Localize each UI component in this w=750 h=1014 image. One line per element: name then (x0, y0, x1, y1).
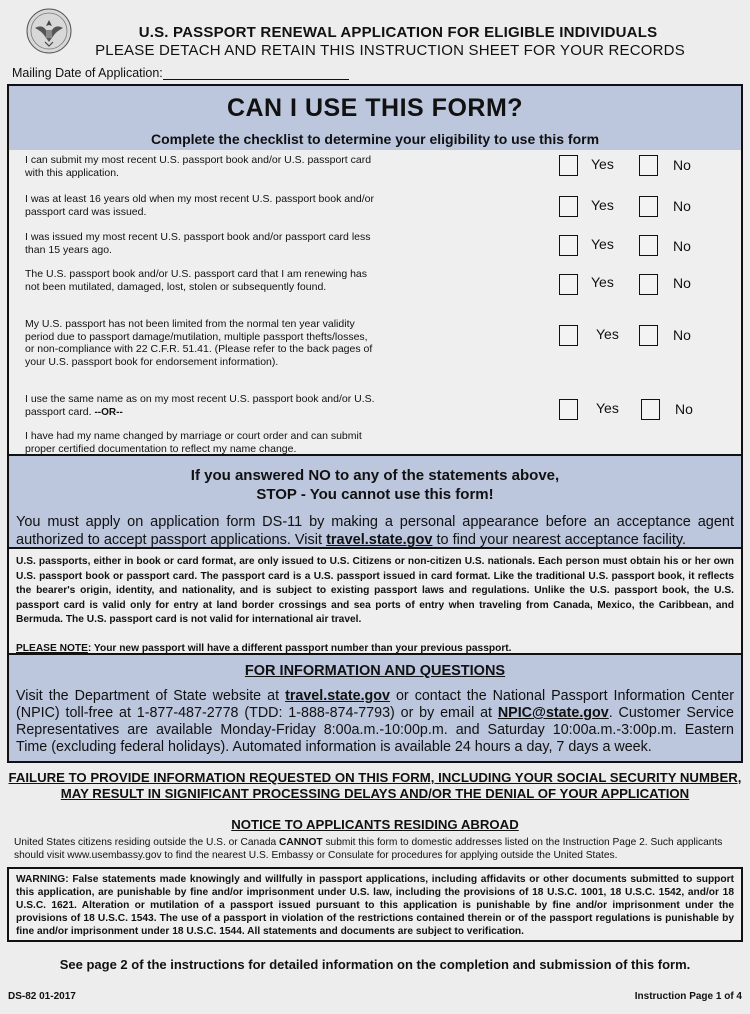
page-number: Instruction Page 1 of 4 (634, 991, 742, 1002)
no-checkbox-4[interactable] (639, 274, 658, 295)
no-checkbox-3[interactable] (639, 235, 658, 256)
stop-text-before: You must apply on application form DS-11 by making a personal appearance before an acceptance agent authorized to accept passport applications. Visit (16, 514, 734, 548)
checklist-body (9, 150, 741, 454)
stop-heading-line2: STOP - You cannot use this form! (256, 486, 494, 503)
please-note (16, 642, 734, 657)
no-label-6: No (675, 401, 693, 417)
mailing-date-field[interactable] (163, 67, 349, 80)
mailing-date-label: Mailing Date of Application: (12, 66, 163, 80)
no-label-5: No (673, 327, 691, 343)
failure-line1: FAILURE TO PROVIDE INFORMATION REQUESTED ON THIS FORM, INCLUDING YOUR SOCIAL SECURITY NUMBER, (8, 770, 742, 785)
contact-text-1: Visit the Department of State website at (16, 688, 286, 704)
no-label-4: No (673, 275, 691, 291)
stop-instructions (9, 504, 741, 549)
no-checkbox-6[interactable] (641, 399, 660, 420)
passport-info-section (7, 549, 743, 655)
yes-checkbox-4[interactable] (559, 274, 578, 295)
form-number: DS-82 01-2017 (8, 991, 76, 1002)
failure-warning (7, 770, 743, 802)
document-header (0, 0, 750, 84)
information-questions-section (7, 655, 743, 763)
checklist-question-4: The U.S. passport book and/or U.S. passport card that I am renewing has not been mutilated, damaged, lost, stolen or subsequently found. (25, 268, 368, 293)
abroad-cannot: CANNOT (279, 837, 323, 848)
contact-text-2: or contact the National Passport Information Center (NPIC) toll-free at 1-877-487-2778 (TDD: 1-888-874-7793) or by email at (16, 688, 734, 721)
checklist-question-1: I can submit my most recent U.S. passport book and/or U.S. passport card with this application. (25, 154, 372, 179)
us-great-seal-icon (26, 8, 72, 54)
see-page-note: See page 2 of the instructions for detailed information on the completion and submission of this form. (59, 957, 691, 972)
stop-heading-line1: If you answered NO to any of the statements above, (190, 467, 560, 484)
passport-info-paragraph: U.S. passports, either in book or card format, are only issued to U.S. Citizens or non-citizen U.S. nationals. Each person must obtain his or her own U.S. passport book or passport card. The passport card is a U.S. passport issued in card format. Like the traditional U.S. passport book, it reflects the bearer's origin, identity, and nationality, and is subject to existing passport laws and regulations. Unlike the U.S. passport book, the U.S. passport card is valid only for entry at land border crossings and sea ports of entry when traveling from Canada, Mexico, the Caribbean, and Bermuda. The U.S. passport card is not valid for international air travel. (16, 556, 734, 625)
eligibility-checklist (7, 84, 743, 456)
stop-heading (9, 456, 741, 504)
warning-section: WARNING: False statements made knowingly and willfully in passport applications, including affidavits or other documents submitted to support this application, are punishable by fine and/or imprisonment under U.S. law, including the provisions of 18 U.S.C. 1001, 18 U.S.C. 1542, and/or 18 U.S.C. 1621. Alteration or mutilation of a passport issued pursuant to this application is punishable by fine and/or imprisonment under the provisions of 18 U.S.C. 1543. The use of a passport in violation of the restrictions contained therein or of the passport regulations is punishable by fine and/or imprisonment under 18 U.S.C. 1544. All statements and documents are subject to verification. (7, 867, 743, 942)
contact-text-3: . Customer Service Representatives are available Monday-Friday 8:00a.m.-10:00p.m. and Saturday 10:00a.m.-3:00p.m. Eastern Time (excluding federal holidays). Automated information is available 24 hours a day, 7 days a week. (16, 705, 734, 755)
please-note-label: PLEASE NOTE (16, 642, 88, 654)
abroad-notice-text (14, 836, 740, 862)
abroad-text-2: submit this form to domestic addresses listed on the Instruction Page 2. Such applicants should visit www.usembassy.gov to find the nearest U.S. Embassy or Consulate for procedures for applying outside the United States. (14, 837, 723, 861)
form-title: U.S. PASSPORT RENEWAL APPLICATION FOR ELIGIBLE INDIVIDUALS (138, 24, 658, 41)
travel-state-gov-link-2[interactable]: travel.state.gov (285, 688, 390, 704)
abroad-notice-title: NOTICE TO APPLICANTS RESIDING ABROAD (231, 817, 519, 832)
checklist-question-6 (25, 393, 375, 419)
checklist-header (9, 86, 741, 151)
yes-label-6: Yes (596, 400, 619, 416)
failure-line2: MAY RESULT IN SIGNIFICANT PROCESSING DELAYS AND/OR THE DENIAL OF YOUR APPLICATION (60, 786, 690, 801)
yes-label-3: Yes (591, 236, 614, 252)
abroad-text-1: United States citizens residing outside the U.S. or Canada (14, 837, 280, 848)
yes-label-5: Yes (596, 326, 619, 342)
no-label-1: No (673, 157, 691, 173)
no-label-2: No (673, 198, 691, 214)
yes-label-4: Yes (591, 274, 614, 290)
or-label: --OR-- (94, 406, 123, 418)
information-questions-text (9, 679, 741, 756)
yes-label-1: Yes (591, 156, 614, 172)
yes-checkbox-5[interactable] (559, 325, 578, 346)
please-note-text: : Your new passport will have a different passport number than your previous passport. (87, 642, 512, 654)
form-subtitle: PLEASE DETACH AND RETAIN THIS INSTRUCTION SHEET FOR YOUR RECORDS (95, 42, 685, 59)
yes-checkbox-6[interactable] (559, 399, 578, 420)
checklist-title: CAN I USE THIS FORM? (226, 94, 524, 122)
checklist-question-3: I was issued my most recent U.S. passport book and/or passport card less than 15 years ago. (25, 231, 371, 256)
npic-email-link[interactable]: NPIC@state.gov (497, 705, 609, 721)
yes-checkbox-2[interactable] (559, 196, 578, 217)
no-label-3: No (673, 238, 691, 254)
mailing-date (12, 66, 349, 80)
information-questions-title: FOR INFORMATION AND QUESTIONS (244, 663, 506, 679)
no-checkbox-1[interactable] (639, 155, 658, 176)
checklist-question-2: I was at least 16 years old when my most recent U.S. passport book and/or passport card was issued. (25, 193, 375, 218)
yes-label-2: Yes (591, 197, 614, 213)
stop-text-after: to find your nearest acceptance facility. (432, 532, 687, 548)
checklist-question-5: My U.S. passport has not been limited from the normal ten year validity period due to passport damage/mutilation, multiple passport thefts/losses, or non-compliance with 22 C.F.R. 51.41. (Please refer to the back pages of your U.S. passport book for endorsement information). (25, 318, 373, 368)
yes-checkbox-1[interactable] (559, 155, 578, 176)
travel-state-gov-link[interactable]: travel.state.gov (326, 532, 433, 548)
no-checkbox-5[interactable] (639, 325, 658, 346)
checklist-question-name-change: I have had my name changed by marriage or court order and can submit proper certified documentation to reflect my name change. (25, 430, 362, 455)
checklist-subtitle: Complete the checklist to determine your eligibility to use this form (150, 131, 600, 147)
stop-notice (7, 456, 743, 549)
no-checkbox-2[interactable] (639, 196, 658, 217)
yes-checkbox-3[interactable] (559, 235, 578, 256)
question-6-text: I use the same name as on my most recent U.S. passport book and/or U.S. passport card. (25, 393, 375, 418)
